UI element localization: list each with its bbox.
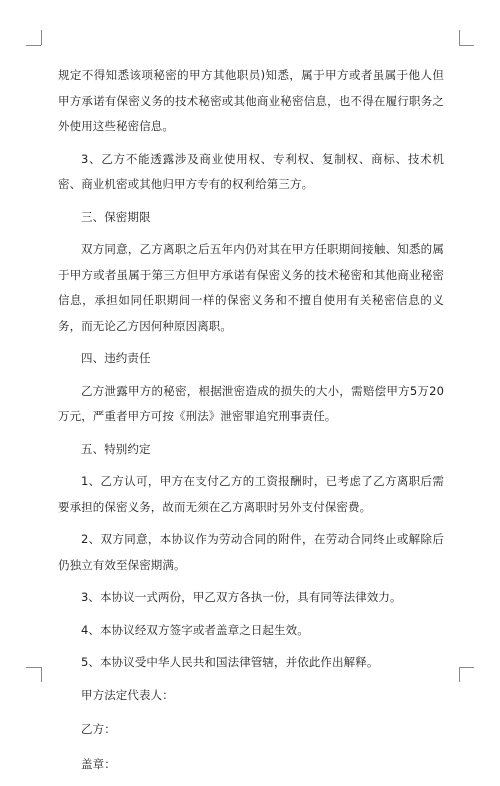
signature-party-a-representative: 甲方法定代表人： xyxy=(81,687,174,702)
paragraph-special-term-3: 3、本协议一式两份，甲乙双方各执一份，具有同等法律效力。 xyxy=(81,590,402,604)
paragraph-confidential-info-continuation: 规定不得知悉该项秘密的甲方其他职员)知悉，属于甲方或者虽属于他人但甲方承诺有保密义务的技术秘密或其他商业秘密信息，也不得在履行职务之外使用这些秘密信息。 xyxy=(58,68,444,133)
document-body xyxy=(58,63,444,786)
section-heading-special-terms: 五、特别约定 xyxy=(81,441,151,456)
paragraph-confidentiality-period: 双方同意，乙方离职之后五年内仍对其在甲方任职期间接触、知悉的属于甲方或者虽属于第三方但甲方承诺有保密义务的技术秘密和其他商业秘密信息，承担如同任职期间一样的保密义务和不擅自使用有关秘密信息的义务，而无论乙方因何种原因离职。 xyxy=(58,242,444,333)
signature-party-b: 乙方： xyxy=(81,722,116,736)
paragraph-special-term-2: 2、双方同意，本协议作为劳动合同的附件，在劳动合同终止或解除后仍独立有效至保密期满。 xyxy=(58,532,444,572)
paragraph-special-term-1: 1、乙方认可，甲方在支付乙方的工资报酬时，已考虑了乙方离职后需要承担的保密义务，故而无须在乙方离职时另外支付保密费。 xyxy=(58,474,444,514)
paragraph-special-term-4: 4、本协议经双方签字或者盖章之日起生效。 xyxy=(81,622,309,637)
section-heading-confidentiality-period: 三、保密期限 xyxy=(81,209,151,224)
paragraph-liability: 乙方泄露甲方的秘密，根据泄密造成的损失的大小，需赔偿甲方5万20万元，严重者甲方可按《刑法》泄密罪追究刑事责任。 xyxy=(58,383,444,423)
signature-seal: 盖章： xyxy=(81,756,116,771)
section-heading-liability: 四、违约责任 xyxy=(81,351,151,365)
paragraph-special-term-5: 5、本协议受中华人民共和国法律管辖，并依此作出解释。 xyxy=(81,655,379,669)
paragraph-clause-3-rights: 3、乙方不能透露涉及商业使用权、专利权、复制权、商标、技术机密、商业机密或其他归甲方专有的权利给第三方。 xyxy=(58,151,444,191)
